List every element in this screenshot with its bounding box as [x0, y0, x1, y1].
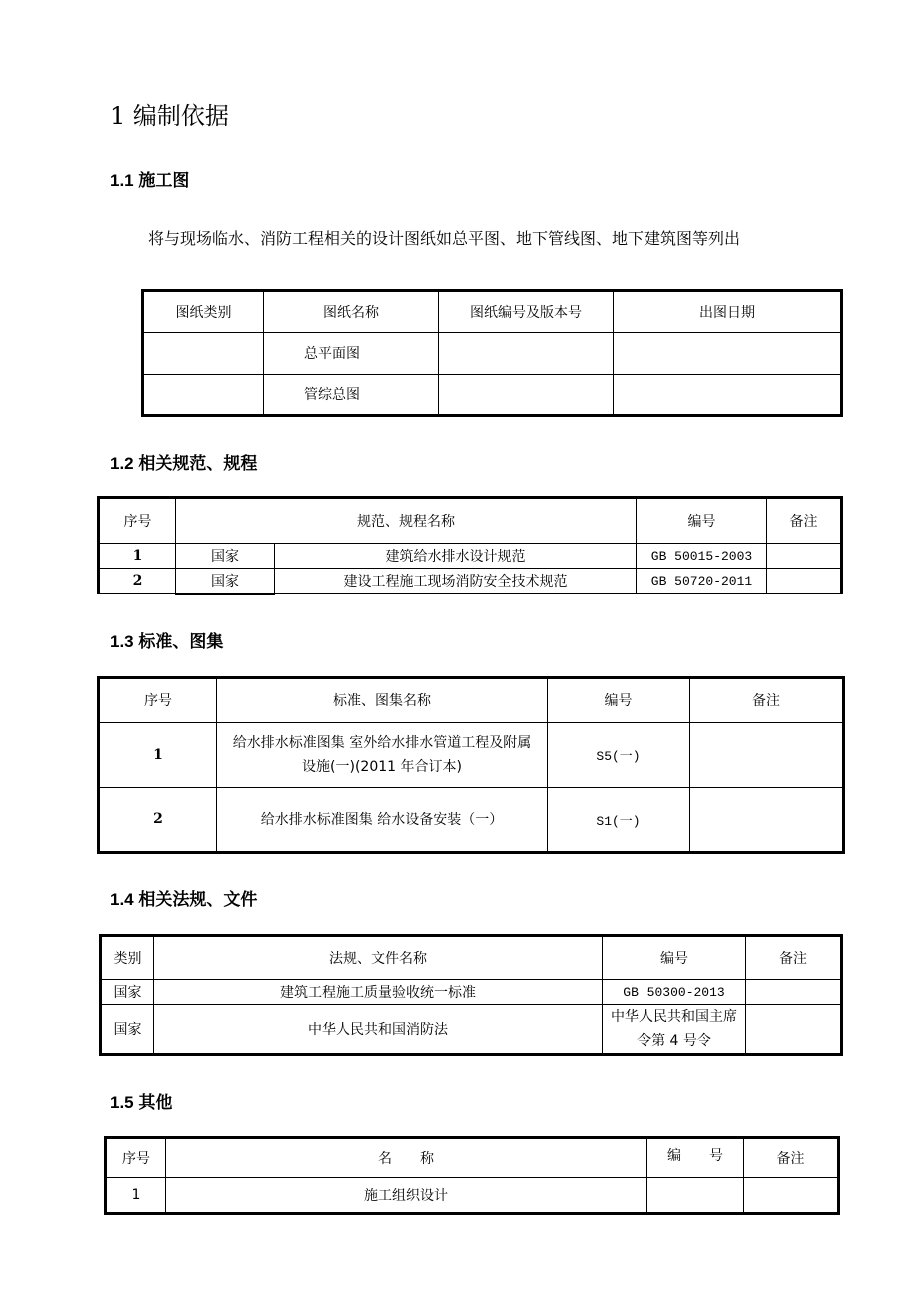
regulations-table — [99, 934, 843, 1056]
header-cell: 编号 — [548, 678, 690, 723]
header-cell: 类别 — [101, 936, 154, 980]
table-row — [101, 1005, 842, 1055]
header-cell: 法规、文件名称 — [154, 936, 603, 980]
table-header-row — [101, 936, 842, 980]
table-cell: 国家 — [101, 1005, 154, 1055]
table-cell: 建筑给水排水设计规范 — [275, 544, 637, 569]
table-cell — [439, 374, 614, 415]
header-cell: 图纸名称 — [264, 291, 439, 333]
table-cell — [647, 1178, 744, 1214]
table-cell — [744, 1178, 839, 1214]
header-cell: 备注 — [767, 498, 842, 544]
header-cell: 备注 — [746, 936, 842, 980]
table-cell — [143, 333, 264, 374]
header-cell: 图纸编号及版本号 — [439, 291, 614, 333]
header-cell: 备注 — [690, 678, 844, 723]
header-cell: 名 称 — [166, 1138, 647, 1178]
table-header-row — [99, 678, 844, 723]
table-cell — [143, 374, 264, 415]
table-row — [106, 1178, 839, 1214]
codes-table — [97, 496, 843, 595]
header-cell: 规范、规程名称 — [176, 498, 637, 544]
table-cell — [690, 787, 844, 852]
heading-compilation-basis: 1 编制依据 — [110, 102, 229, 130]
header-cell: 标准、图集名称 — [217, 678, 548, 723]
header-cell: 图纸类别 — [143, 291, 264, 333]
table-cell: GB 50720-2011 — [637, 569, 767, 594]
table-cell: 国家 — [101, 980, 154, 1005]
table-cell — [767, 544, 842, 569]
table-row — [99, 787, 844, 852]
section-title-standards: 1.3 标准、图集 — [110, 632, 224, 651]
table-cell: GB 50015-2003 — [637, 544, 767, 569]
section-title-regulations: 1.4 相关法规、文件 — [110, 890, 258, 909]
section-paragraph: 将与现场临水、消防工程相关的设计图纸如总平图、地下管线图、地下建筑图等列出 — [148, 229, 741, 248]
table-row — [99, 544, 842, 569]
header-cell: 出图日期 — [614, 291, 842, 333]
table-cell: 总平面图 — [264, 333, 439, 374]
table-cell: 1 — [106, 1178, 166, 1214]
table-cell — [690, 722, 844, 787]
table-row — [143, 333, 842, 374]
table-row — [101, 980, 842, 1005]
table-cell: 施工组织设计 — [166, 1178, 647, 1214]
header-cell: 备注 — [744, 1138, 839, 1178]
table-row — [99, 722, 844, 787]
header-cell: 序号 — [99, 678, 217, 723]
table-cell: S5(一) — [548, 722, 690, 787]
table-cell — [614, 333, 842, 374]
table-row — [99, 569, 842, 594]
table-cell: 中华人民共和国主席令第 4 号令 — [603, 1005, 746, 1055]
table-cell — [746, 1005, 842, 1055]
table-cell: GB 50300-2013 — [603, 980, 746, 1005]
drawings-table — [141, 289, 843, 417]
table-header-row — [143, 291, 842, 333]
header-cell: 编号 — [637, 498, 767, 544]
table-row — [143, 374, 842, 415]
section-title-construction-drawings: 1.1 施工图 — [110, 171, 190, 190]
standards-table — [97, 676, 845, 854]
table-cell: 2 — [99, 787, 217, 852]
table-cell — [439, 333, 614, 374]
table-cell — [767, 569, 842, 594]
table-cell: 1 — [99, 722, 217, 787]
others-table — [104, 1136, 840, 1215]
table-cell: 管综总图 — [264, 374, 439, 415]
table-cell: 国家 — [176, 544, 275, 569]
table-cell — [614, 374, 842, 415]
table-cell: 给水排水标准图集 给水设备安装（一） — [217, 787, 548, 852]
table-cell: 建设工程施工现场消防安全技术规范 — [275, 569, 637, 594]
table-cell: 中华人民共和国消防法 — [154, 1005, 603, 1055]
section-title-others: 1.5 其他 — [110, 1093, 173, 1112]
header-cell: 序号 — [106, 1138, 166, 1178]
table-header-row — [99, 498, 842, 544]
table-cell: S1(一) — [548, 787, 690, 852]
table-cell: 2 — [99, 569, 176, 594]
table-cell: 给水排水标准图集 室外给水排水管道工程及附属设施(一)(2011 年合订本) — [217, 722, 548, 787]
header-cell: 编 号 — [647, 1138, 744, 1178]
table-header-row — [106, 1138, 839, 1178]
table-cell — [746, 980, 842, 1005]
header-cell: 编号 — [603, 936, 746, 980]
table-cell: 建筑工程施工质量验收统一标准 — [154, 980, 603, 1005]
table-cell: 1 — [99, 544, 176, 569]
table-cell: 国家 — [176, 569, 275, 594]
section-title-codes: 1.2 相关规范、规程 — [110, 454, 258, 473]
header-cell: 序号 — [99, 498, 176, 544]
